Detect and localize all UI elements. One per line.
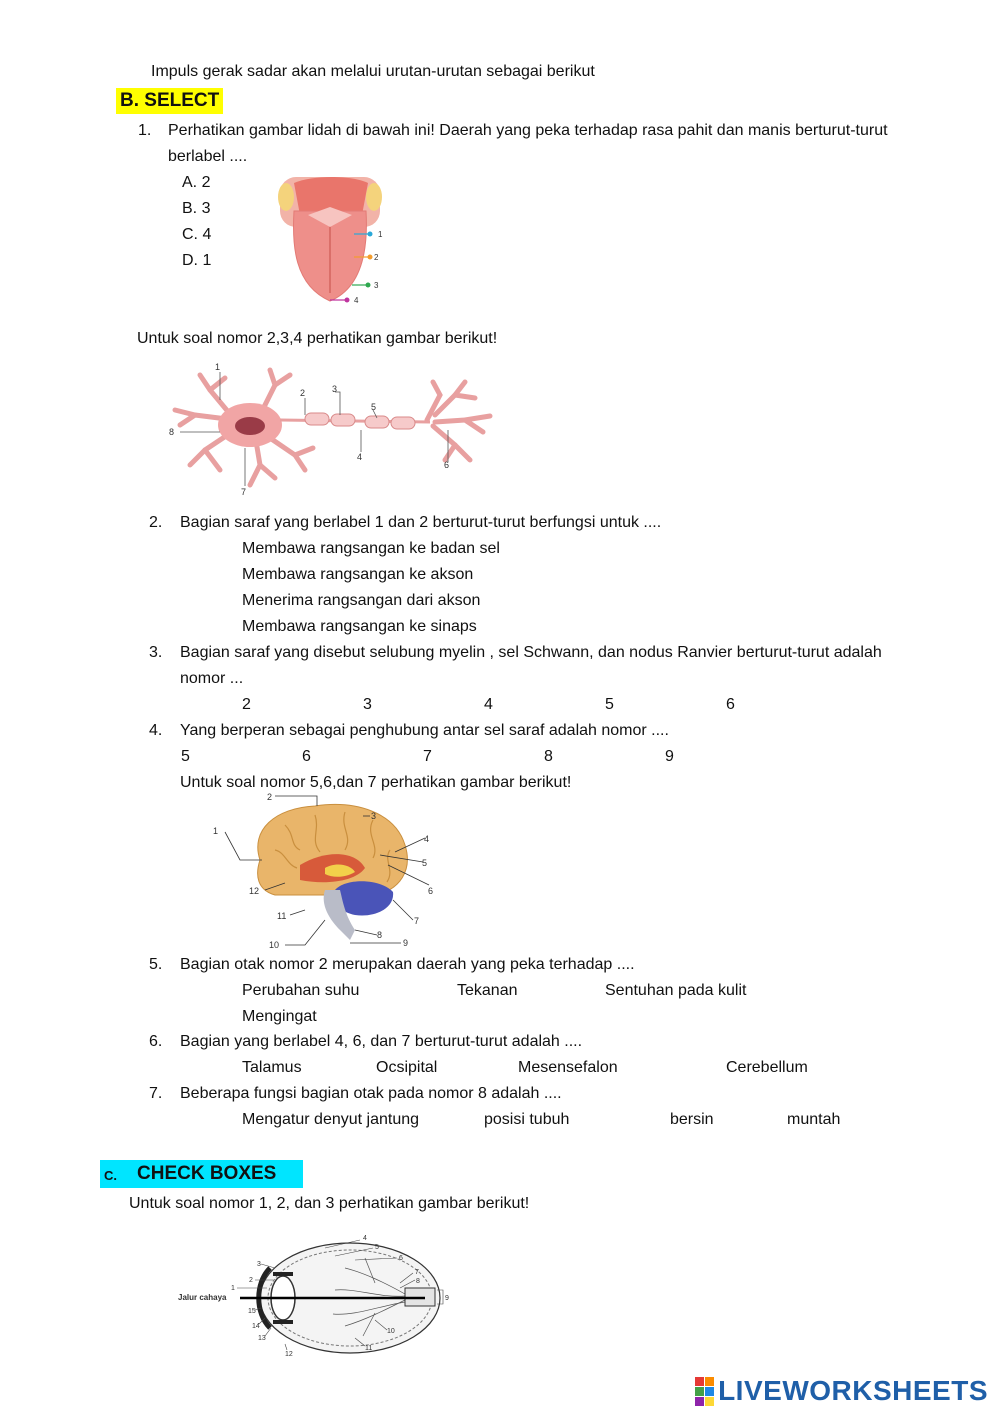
tongue-marker-2 <box>368 255 373 260</box>
neuron-intro: Untuk soal nomor 2,3,4 perhatikan gambar berikut! <box>137 330 498 347</box>
tongue-figure <box>272 175 392 310</box>
brain-label-11: 11 <box>277 911 287 921</box>
q4-text: Yang berperan sebagai penghubung antar sel saraf adalah nomor .... <box>180 722 669 739</box>
q5-option-4[interactable]: Mengingat <box>242 1008 317 1025</box>
neuron-label-4: 4 <box>357 452 363 462</box>
q6-option-4[interactable]: Cerebellum <box>726 1059 808 1076</box>
eye-label-8: 8 <box>416 1278 420 1285</box>
tongue-label-1: 1 <box>378 230 383 239</box>
tongue-marker-1 <box>368 232 373 237</box>
q6-number: 6. <box>149 1033 163 1050</box>
logo-brand-text: LIVEWORKSHEETS <box>718 1375 988 1406</box>
q4-option-4[interactable]: 8 <box>544 748 553 765</box>
q1-number: 1. <box>138 122 152 139</box>
neuron-label-7: 7 <box>241 487 247 497</box>
tonsil-left <box>278 183 294 211</box>
q4-option-2[interactable]: 6 <box>302 748 311 765</box>
q1-option-a[interactable]: A. 2 <box>182 174 211 191</box>
q5-text: Bagian otak nomor 2 merupakan daerah yang peka terhadap .... <box>180 956 635 973</box>
section-c-heading <box>100 1160 303 1188</box>
eye-label-15: 15 <box>248 1308 256 1315</box>
eye-label-6: 6 <box>399 1255 403 1262</box>
q2-option-2[interactable]: Membawa rangsangan ke akson <box>242 566 474 583</box>
brain-label-5: 5 <box>422 858 428 868</box>
q2-option-4[interactable]: Membawa rangsangan ke sinaps <box>242 618 477 635</box>
section-b-heading: B. SELECT <box>116 88 223 114</box>
neuron-label-2: 2 <box>300 388 306 398</box>
neuron-label-3: 3 <box>332 384 338 394</box>
eye-label-11: 11 <box>365 1345 373 1352</box>
tongue-marker-4 <box>345 298 350 303</box>
q1-option-b[interactable]: B. 3 <box>182 200 211 217</box>
q4-option-1[interactable]: 5 <box>181 748 190 765</box>
section-c-title: CHECK BOXES <box>137 1163 277 1184</box>
eye-label-4: 4 <box>363 1235 367 1242</box>
eye-label-7: 7 <box>415 1269 419 1276</box>
brain-intro: Untuk soal nomor 5,6,dan 7 perhatikan gambar berikut! <box>180 774 572 791</box>
q5-option-1[interactable]: Perubahan suhu <box>242 982 360 999</box>
q2-text: Bagian saraf yang berlabel 1 dan 2 berturut-turut berfungsi untuk .... <box>180 514 662 531</box>
q7-option-1[interactable]: Mengatur denyut jantung <box>242 1111 420 1128</box>
tongue-marker-3 <box>366 283 371 288</box>
q3-option-5[interactable]: 6 <box>726 696 735 713</box>
q7-option-3[interactable]: bersin <box>670 1111 714 1128</box>
tongue-label-2: 2 <box>374 253 379 262</box>
q2-number: 2. <box>149 514 163 531</box>
q1-line2: berlabel .... <box>168 148 248 165</box>
brain-label-9: 9 <box>403 938 409 948</box>
q6-text: Bagian yang berlabel 4, 6, dan 7 berturut-turut adalah .... <box>180 1033 583 1050</box>
neuron-label-5: 5 <box>371 402 377 412</box>
q6-option-1[interactable]: Talamus <box>242 1059 302 1076</box>
brain-label-3: 3 <box>371 811 377 821</box>
eye-label-9: 9 <box>445 1295 449 1302</box>
brain-label-10: 10 <box>269 940 280 950</box>
eye-label-12: 12 <box>285 1351 293 1358</box>
q7-number: 7. <box>149 1085 163 1102</box>
q4-option-3[interactable]: 7 <box>423 748 432 765</box>
eye-label-1: 1 <box>231 1285 235 1292</box>
q3-line1: Bagian saraf yang disebut selubung myelin , sel Schwann, dan nodus Ranvier berturut-turut adalah <box>180 644 882 661</box>
eye-label-14: 14 <box>252 1323 260 1330</box>
q2-option-3[interactable]: Menerima rangsangan dari akson <box>242 592 481 609</box>
logo-square <box>695 1377 704 1386</box>
brain-label-12: 12 <box>249 886 260 896</box>
q4-option-5[interactable]: 9 <box>665 748 674 765</box>
eye-label-5: 5 <box>375 1244 379 1251</box>
myelin-1 <box>305 413 329 425</box>
myelin-4 <box>391 417 415 429</box>
q6-option-3[interactable]: Mesensefalon <box>518 1059 618 1076</box>
section-c-letter: C. <box>104 1168 117 1183</box>
logo-square <box>705 1387 714 1396</box>
q3-option-1[interactable]: 2 <box>242 696 251 713</box>
eye-label-light-path: Jalur cahaya <box>178 1293 227 1302</box>
logo-mark-icon <box>695 1377 714 1406</box>
logo-square <box>705 1377 714 1386</box>
q6-option-2[interactable]: Ocsipital <box>376 1059 438 1076</box>
brain-label-6: 6 <box>428 886 434 896</box>
q3-option-3[interactable]: 4 <box>484 696 493 713</box>
logo-square <box>695 1397 704 1406</box>
logo-square <box>705 1397 714 1406</box>
myelin-2 <box>331 414 355 426</box>
q7-option-4[interactable]: muntah <box>787 1111 841 1128</box>
q4-number: 4. <box>149 722 163 739</box>
eye-label-2: 2 <box>249 1277 253 1284</box>
eye-label-10: 10 <box>387 1328 395 1335</box>
neuron-figure <box>165 360 500 500</box>
q3-line2: nomor ... <box>180 670 244 687</box>
intro-text: Impuls gerak sadar akan melalui urutan-urutan sebagai berikut <box>151 63 595 80</box>
q1-option-d[interactable]: D. 1 <box>182 252 212 269</box>
eye-intro: Untuk soal nomor 1, 2, dan 3 perhatikan gambar berikut! <box>129 1195 530 1212</box>
q2-option-1[interactable]: Membawa rangsangan ke badan sel <box>242 540 500 557</box>
brain-label-1: 1 <box>213 826 219 836</box>
eye-label-3: 3 <box>257 1261 261 1268</box>
brain-label-2: 2 <box>267 792 273 802</box>
tonsil-right <box>366 183 382 211</box>
q5-option-2[interactable]: Tekanan <box>457 982 518 999</box>
brain-label-8: 8 <box>377 930 383 940</box>
q3-option-2[interactable]: 3 <box>363 696 372 713</box>
brain-figure <box>205 790 445 952</box>
tongue-label-4: 4 <box>354 296 359 305</box>
q5-number: 5. <box>149 956 163 973</box>
q7-option-2[interactable]: posisi tubuh <box>484 1111 570 1128</box>
brain-label-4: 4 <box>424 834 430 844</box>
neuron-label-8: 8 <box>169 427 175 437</box>
neuron-nucleus <box>235 417 265 435</box>
q3-option-4[interactable]: 5 <box>605 696 614 713</box>
neuron-label-1: 1 <box>215 362 221 372</box>
q3-number: 3. <box>149 644 163 661</box>
logo-square <box>695 1387 704 1396</box>
eye-figure <box>175 1228 450 1363</box>
q7-text: Beberapa fungsi bagian otak pada nomor 8 adalah .... <box>180 1085 562 1102</box>
q1-line1: Perhatikan gambar lidah di bawah ini! Daerah yang peka terhadap rasa pahit dan manis berturut-turut <box>168 122 888 139</box>
neuron-label-6: 6 <box>444 460 450 470</box>
q5-option-3[interactable]: Sentuhan pada kulit <box>605 982 747 999</box>
brain-label-7: 7 <box>414 916 420 926</box>
tongue-label-3: 3 <box>374 281 379 290</box>
eye-label-13: 13 <box>258 1335 266 1342</box>
liveworksheets-logo[interactable] <box>695 1376 988 1406</box>
q1-option-c[interactable]: C. 4 <box>182 226 212 243</box>
